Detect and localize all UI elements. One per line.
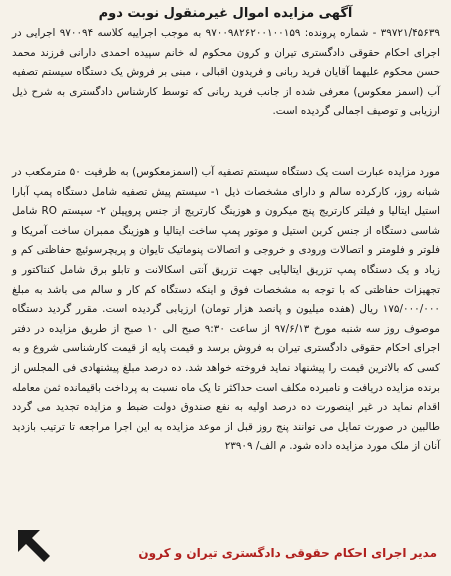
ad-title: آگهی مزایده اموال غیرمنقول نوبت دوم — [98, 6, 353, 21]
ad-paragraph-details: مورد مزایده عبارت است یک دستگاه سیستم تصفیه آب (اسمزمعکوس) به ظرفیت ۵۰ مترمکعب در شبانه روز، کارکرده سالم و دارای مشخصات ذیل ۱- سیستم پیش تصفیه شامل دستگاه پمپ آبارا استیل ایتالیا و فیلتر کارتریج پنج میکرون و هوزینگ کارتریج از جنس پروپیلن ۲- سیستم RO شامل شاسی دستگاه از جنس کربن استیل و موتور پمپ ساخت ایتالیا و هوزینگ ممبران ساخت آمریکا و فلوتر و فلومتر و اتصالات ورودی و خروجی و اتصالات پنوماتیک تایوان و پریچرسوئیچ حفاظتی کم و زیاد و یک دستگاه پمپ تزریق ایتالیایی جهت تزریق آنتی اسکالانت و تابلو برق شامل کنتاکتور و تجهیزات حفاظتی که با توجه به مشخصات فوق و اینکه دستگاه کم کار و سالم می باشد به مبلغ ۱۷۵/۰۰۰/۰۰۰ ریال (هفده میلیون و پانصد هزار تومان) ارزیابی گردیده است. مقرر گردید دستگاه موصوف روز سه شنبه مورخ ۹۷/۶/۱۳ از ساعت ۹:۳۰ صبح الی ۱۰ صبح از طریق مزایده در دفتر اجرای احکام حقوقی دادگستری تیران به فروش برسد و قیمت پایه از قیمت کارشناسی شروع و به کسی که بالاترین قیمت را پیشنهاد نماید فروخته خواهد شد. ده درصد مبلغ پیشنهادی فی المجلس از برنده مزایده دریافت و نامبرده مکلف است حداکثر تا یک ماه نسبت به پرداخت باقیمانده ثمن معامله اقدام نماید در غیر اینصورت ده درصد اولیه به نفع صندوق دولت ضبط و مزایده تجدید می گردد طالبین در صورت تمایل می توانند پنج روز قبل از موعد مزایده به این اجرا مراجعه تا ترتیب بازدید آنان از ملک مورد مزایده داده شود. م الف/ ۲۳۹۰۹ — [12, 166, 441, 453]
arrow-icon — [14, 526, 54, 566]
ad-paragraph-intro: ۳۹۷۲۱/۴۵۶۳۹ - شماره پرونده: ۹۷۰۰۹۸۲۶۲۰۰۱۰۰۱۵۹ به موجب اجراییه کلاسه ۹۷۰۰۹۴ اجرایی در اجرای احکام حقوقی دادگستری تیران و کرون محکوم له خانم سپیده احمدی دارانی فرزند محمد حسن محکوم علیهما آقایان فرید ربانی و فریدون اقبالی ، مبنی بر فروش یک دستگاه سیستم تصفیه آب (اسمز معکوس) معرفی شده از جانب فرید ربانی که توسط کارشناس دادگستری به شرح ذیل ارزیابی و توصیف اجمالی گردیده است. — [12, 27, 440, 118]
signature: مدیر اجرای احکام حقوقی دادگستری تیران و کرون — [138, 546, 437, 560]
